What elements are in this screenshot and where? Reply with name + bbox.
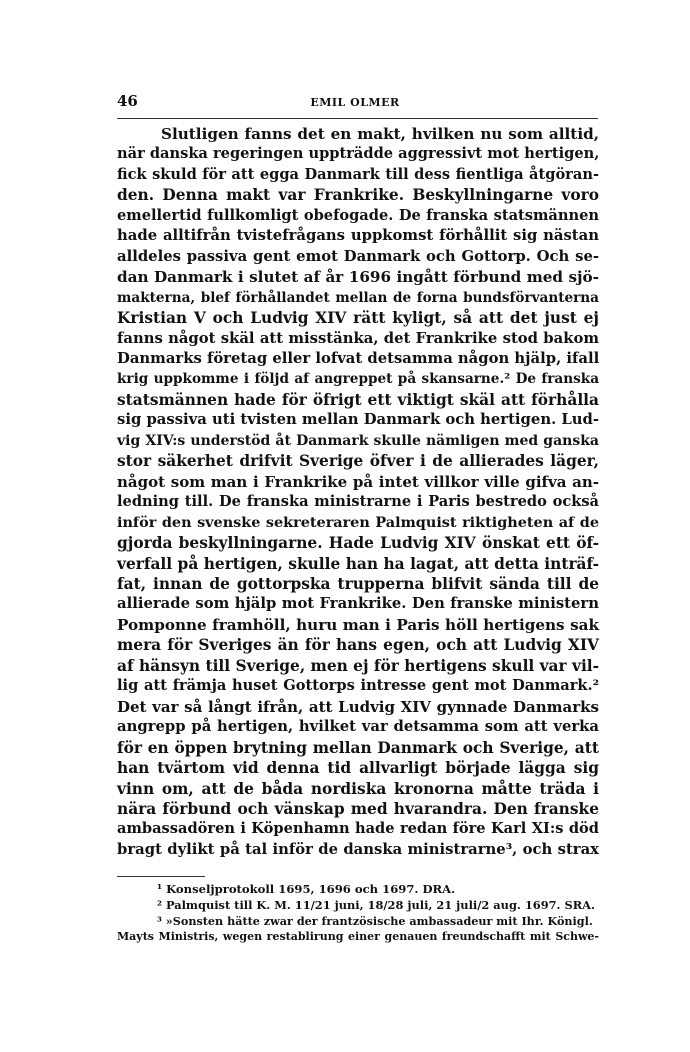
footnote-3-continuation: Mayts Ministris, wegen restablirung einer genauen freundschafft mit Schwe- xyxy=(117,930,599,944)
body-line: Pomponne framhöll, huru man i Paris höll hertigens sak xyxy=(117,615,599,634)
body-line: han tvärtom vid denna tid allvarligt började lägga sig xyxy=(117,759,599,778)
body-line: ledning till. De franska ministrarne i Paris bestredo också xyxy=(117,493,599,511)
body-line: stor säkerhet drifvit Sverige öfver i de allierades läger, xyxy=(117,452,599,471)
footnote-1: ¹ Konseljprotokoll 1695, 1696 och 1697. DRA. xyxy=(157,882,456,896)
footnote-3: ³ »Sonsten hätte zwar der frantzösische ambassadeur mit Ihr. Königl. xyxy=(157,913,593,928)
body-line: dan Danmark i slutet af år 1696 ingått förbund med sjö- xyxy=(117,268,599,287)
body-line: emellertid fullkomligt obefogade. De franska statsmännen xyxy=(117,206,599,224)
body-line: den. Denna makt var Frankrike. Beskyllningarne voro xyxy=(117,186,599,205)
body-line: gjorda beskyllningarne. Hade Ludvig XIV önskat ett öf- xyxy=(117,534,599,553)
page-number: 46 xyxy=(117,92,138,110)
body-line: ambassadören i Köpenhamn hade redan före Karl XI:s död xyxy=(117,820,599,838)
footnotes xyxy=(117,882,599,945)
body-line: Kristian V och Ludvig XIV rätt kyligt, så att det just ej xyxy=(117,309,599,328)
body-line: af hänsyn till Sverige, men ej för hertigens skull var vil- xyxy=(117,656,600,675)
header-rule xyxy=(117,118,598,119)
body-line: verfall på hertigen, skulle han ha lagat, att detta inträf- xyxy=(117,554,599,573)
body-line: fanns något skäl att misstänka, det Frankrike stod bakom xyxy=(117,329,599,347)
body-line: något som man i Frankrike på intet villkor ville gifva an- xyxy=(117,472,599,491)
footnote-rule xyxy=(117,876,205,877)
body-line: allierade som hjälp mot Frankrike. Den franske ministern xyxy=(117,595,599,613)
body-line: inför den svenske sekreteraren Palmquist riktigheten af de xyxy=(117,513,599,531)
body-line: lig att främja huset Gottorps intresse gent mot Danmark.² xyxy=(117,677,599,695)
body-line: makterna, blef förhållandet mellan de forna bundsförvanterna xyxy=(117,289,599,306)
body-line: krig uppkomme i följd af angreppet på skansarne.² De franska xyxy=(117,371,599,388)
body-line: mera för Sveriges än för hans egen, och att Ludvig XIV xyxy=(117,636,599,655)
body-line: för en öppen brytning mellan Danmark och Sverige, att xyxy=(117,738,599,757)
body-line: Det var så långt ifrån, att Ludvig XIV gynnade Danmarks xyxy=(117,697,599,716)
running-head: EMIL OLMER xyxy=(310,96,400,109)
body-line: statsmännen hade för öfrigt ett viktigt skäl att förhålla xyxy=(117,390,599,409)
body-line: angrepp på hertigen, hvilket var detsamma som att verka xyxy=(117,718,599,736)
body-line: vig XIV:s understöd åt Danmark skulle nämligen med ganska xyxy=(117,432,599,449)
body-line: fick skuld för att egga Danmark till dess fientliga åtgöran- xyxy=(117,165,599,183)
body-line: bragt dylikt på tal inför de danska ministrarne³, och strax xyxy=(117,840,599,858)
body-line: alldeles passiva gent emot Danmark och Gottorp. Och se- xyxy=(117,247,599,265)
footnote-2: ² Palmquist till K. M. 11/21 juni, 18/28 juli, 21 juli/2 aug. 1697. SRA. xyxy=(157,897,595,912)
body-line: vinn om, att de båda nordiska kronorna måtte träda i xyxy=(117,779,599,798)
body-text xyxy=(117,124,599,860)
body-line: Danmarks företag eller lofvat detsamma någon hjälp, ifall xyxy=(117,349,600,367)
body-line: när danska regeringen uppträdde aggressivt mot hertigen, xyxy=(117,145,600,163)
body-line: Slutligen fanns det en makt, hvilken nu som alltid, xyxy=(161,125,599,143)
body-line: sig passiva uti tvisten mellan Danmark och hertigen. Lud- xyxy=(117,411,600,429)
body-line: hade alltifrån tvistefrågans uppkomst förhållit sig nästan xyxy=(117,227,599,245)
body-line: fat, innan de gottorpska trupperna blifvit sända till de xyxy=(117,574,599,593)
body-line: nära förbund och vänskap med hvarandra. Den franske xyxy=(117,799,599,818)
